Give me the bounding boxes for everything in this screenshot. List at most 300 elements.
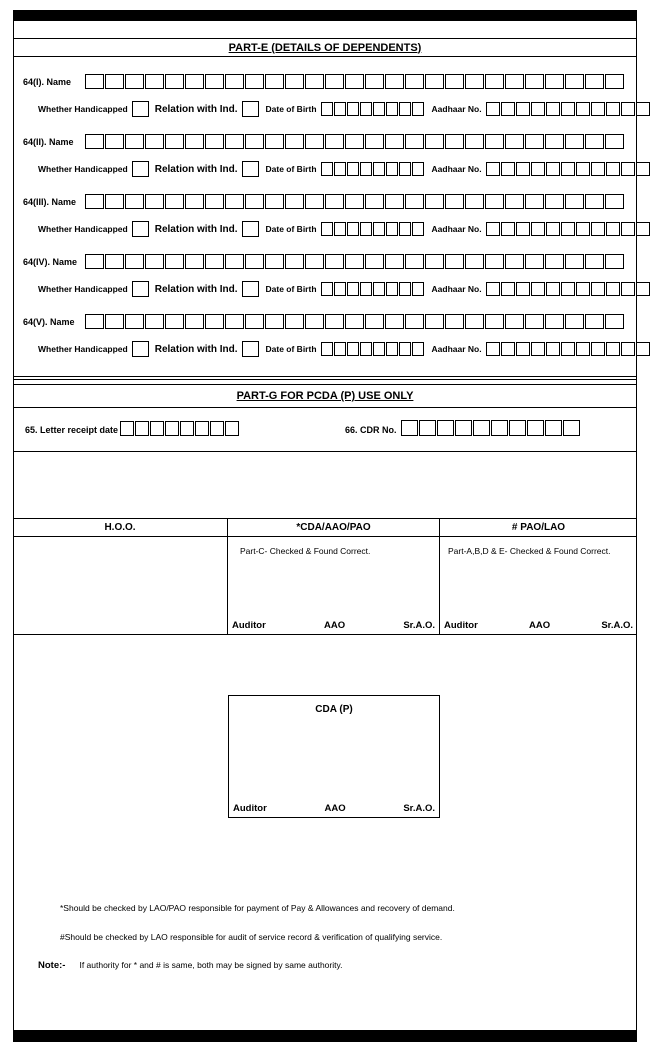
char-cell[interactable] xyxy=(516,282,530,296)
char-cell[interactable] xyxy=(405,194,424,209)
char-cell[interactable] xyxy=(385,194,404,209)
char-cell[interactable] xyxy=(501,102,515,116)
dependent-block-1 xyxy=(13,57,637,117)
char-cell[interactable] xyxy=(546,342,560,356)
hoo-header: H.O.O. xyxy=(13,519,227,537)
char-cell[interactable] xyxy=(621,222,635,236)
char-cell[interactable] xyxy=(347,222,359,236)
char-cell[interactable] xyxy=(425,194,444,209)
char-cell[interactable] xyxy=(585,74,604,89)
aao-label: AAO xyxy=(323,620,346,631)
char-cell[interactable] xyxy=(412,342,424,356)
char-cell[interactable] xyxy=(419,420,436,436)
char-cell[interactable] xyxy=(321,102,333,116)
char-cell[interactable] xyxy=(386,282,398,296)
char-cell[interactable] xyxy=(501,162,515,176)
char-cell[interactable] xyxy=(501,282,515,296)
char-cell[interactable] xyxy=(165,421,179,436)
char-cell[interactable] xyxy=(105,134,124,149)
dob-cells xyxy=(321,102,424,116)
char-cell[interactable] xyxy=(385,254,404,269)
relation-cells xyxy=(242,221,259,237)
char-cell[interactable] xyxy=(525,314,544,329)
handicapped-label: Whether Handicapped xyxy=(38,344,128,354)
dob-label: Date of Birth xyxy=(265,344,317,354)
char-cell[interactable] xyxy=(334,162,346,176)
char-cell[interactable] xyxy=(636,282,650,296)
char-cell[interactable] xyxy=(285,74,304,89)
char-cell[interactable] xyxy=(345,74,364,89)
char-cell[interactable] xyxy=(345,194,364,209)
char-cell[interactable] xyxy=(425,74,444,89)
char-cell[interactable] xyxy=(412,222,424,236)
char-cell[interactable] xyxy=(305,194,324,209)
char-cell[interactable] xyxy=(425,254,444,269)
char-cell[interactable] xyxy=(125,314,144,329)
char-cell[interactable] xyxy=(265,74,284,89)
char-cell[interactable] xyxy=(386,102,398,116)
char-cell[interactable] xyxy=(325,194,344,209)
char-cell[interactable] xyxy=(621,162,635,176)
char-cell[interactable] xyxy=(210,421,224,436)
char-cell[interactable] xyxy=(565,194,584,209)
char-cell[interactable] xyxy=(425,314,444,329)
char-cell[interactable] xyxy=(132,221,149,237)
char-cell[interactable] xyxy=(165,74,184,89)
char-cell[interactable] xyxy=(245,74,264,89)
char-cell[interactable] xyxy=(485,314,504,329)
char-cell[interactable] xyxy=(591,102,605,116)
char-cell[interactable] xyxy=(473,420,490,436)
char-cell[interactable] xyxy=(285,314,304,329)
char-cell[interactable] xyxy=(585,254,604,269)
char-cell[interactable] xyxy=(585,134,604,149)
cda-p-box xyxy=(228,695,440,818)
char-cell[interactable] xyxy=(509,420,526,436)
char-cell[interactable] xyxy=(505,314,524,329)
char-cell[interactable] xyxy=(386,342,398,356)
pao-lao-header: # PAO/LAO xyxy=(440,519,637,537)
char-cell[interactable] xyxy=(125,134,144,149)
char-cell[interactable] xyxy=(399,282,411,296)
char-cell[interactable] xyxy=(185,74,204,89)
char-cell[interactable] xyxy=(531,282,545,296)
char-cell[interactable] xyxy=(561,342,575,356)
char-cell[interactable] xyxy=(373,282,385,296)
char-cell[interactable] xyxy=(516,102,530,116)
char-cell[interactable] xyxy=(606,102,620,116)
relation-cells xyxy=(242,281,259,297)
char-cell[interactable] xyxy=(347,162,359,176)
char-cell[interactable] xyxy=(636,162,650,176)
char-cell[interactable] xyxy=(185,254,204,269)
pao-lao-column xyxy=(440,519,637,634)
char-cell[interactable] xyxy=(445,254,464,269)
char-cell[interactable] xyxy=(465,254,484,269)
char-cell[interactable] xyxy=(132,161,149,177)
char-cell[interactable] xyxy=(561,102,575,116)
char-cell[interactable] xyxy=(565,134,584,149)
char-cell[interactable] xyxy=(135,421,149,436)
char-cell[interactable] xyxy=(285,254,304,269)
char-cell[interactable] xyxy=(195,421,209,436)
char-cell[interactable] xyxy=(405,134,424,149)
char-cell[interactable] xyxy=(525,194,544,209)
char-cell[interactable] xyxy=(225,254,244,269)
char-cell[interactable] xyxy=(563,420,580,436)
char-cell[interactable] xyxy=(205,134,224,149)
cdr-no-cells xyxy=(401,420,580,436)
char-cell[interactable] xyxy=(85,74,104,89)
char-cell[interactable] xyxy=(125,194,144,209)
char-cell[interactable] xyxy=(345,254,364,269)
char-cell[interactable] xyxy=(576,282,590,296)
char-cell[interactable] xyxy=(245,134,264,149)
char-cell[interactable] xyxy=(605,254,624,269)
char-cell[interactable] xyxy=(132,341,149,357)
char-cell[interactable] xyxy=(399,222,411,236)
char-cell[interactable] xyxy=(85,314,104,329)
char-cell[interactable] xyxy=(412,282,424,296)
char-cell[interactable] xyxy=(165,254,184,269)
aadhaar-cells xyxy=(486,282,650,296)
char-cell[interactable] xyxy=(325,314,344,329)
char-cell[interactable] xyxy=(373,102,385,116)
char-cell[interactable] xyxy=(527,420,544,436)
char-cell[interactable] xyxy=(205,74,224,89)
char-cell[interactable] xyxy=(531,162,545,176)
char-cell[interactable] xyxy=(132,281,149,297)
char-cell[interactable] xyxy=(225,421,239,436)
char-cell[interactable] xyxy=(485,254,504,269)
char-cell[interactable] xyxy=(373,222,385,236)
char-cell[interactable] xyxy=(145,314,164,329)
char-cell[interactable] xyxy=(565,314,584,329)
char-cell[interactable] xyxy=(546,282,560,296)
char-cell[interactable] xyxy=(360,342,372,356)
char-cell[interactable] xyxy=(585,314,604,329)
char-cell[interactable] xyxy=(636,342,650,356)
dependent-name-row xyxy=(13,74,637,89)
char-cell[interactable] xyxy=(561,162,575,176)
char-cell[interactable] xyxy=(505,254,524,269)
char-cell[interactable] xyxy=(585,194,604,209)
dependent-name-row xyxy=(13,194,637,209)
char-cell[interactable] xyxy=(485,194,504,209)
char-cell[interactable] xyxy=(125,254,144,269)
dob-cells xyxy=(321,222,424,236)
char-cell[interactable] xyxy=(334,102,346,116)
char-cell[interactable] xyxy=(565,254,584,269)
char-cell[interactable] xyxy=(345,314,364,329)
char-cell[interactable] xyxy=(606,342,620,356)
char-cell[interactable] xyxy=(105,194,124,209)
char-cell[interactable] xyxy=(334,342,346,356)
char-cell[interactable] xyxy=(491,420,508,436)
char-cell[interactable] xyxy=(545,314,564,329)
char-cell[interactable] xyxy=(321,282,333,296)
char-cell[interactable] xyxy=(445,194,464,209)
char-cell[interactable] xyxy=(185,314,204,329)
char-cell[interactable] xyxy=(545,420,562,436)
char-cell[interactable] xyxy=(605,134,624,149)
char-cell[interactable] xyxy=(245,254,264,269)
review-table xyxy=(13,518,637,635)
auditor-label: Auditor xyxy=(232,620,266,631)
char-cell[interactable] xyxy=(545,254,564,269)
char-cell[interactable] xyxy=(516,222,530,236)
auditor-label: Auditor xyxy=(233,803,267,814)
char-cell[interactable] xyxy=(360,102,372,116)
char-cell[interactable] xyxy=(405,254,424,269)
signature-row xyxy=(229,803,439,814)
char-cell[interactable] xyxy=(325,134,344,149)
char-cell[interactable] xyxy=(180,421,194,436)
char-cell[interactable] xyxy=(561,282,575,296)
char-cell[interactable] xyxy=(185,134,204,149)
char-cell[interactable] xyxy=(591,342,605,356)
char-cell[interactable] xyxy=(636,222,650,236)
char-cell[interactable] xyxy=(305,254,324,269)
char-cell[interactable] xyxy=(360,222,372,236)
char-cell[interactable] xyxy=(455,420,472,436)
char-cell[interactable] xyxy=(576,342,590,356)
char-cell[interactable] xyxy=(565,74,584,89)
char-cell[interactable] xyxy=(205,314,224,329)
note-text: If authority for * and # is same, both may be signed by same authority. xyxy=(79,960,343,970)
char-cell[interactable] xyxy=(325,254,344,269)
char-cell[interactable] xyxy=(365,194,384,209)
char-cell[interactable] xyxy=(465,134,484,149)
char-cell[interactable] xyxy=(245,194,264,209)
char-cell[interactable] xyxy=(385,74,404,89)
char-cell[interactable] xyxy=(425,134,444,149)
relation-label: Relation with Ind. xyxy=(154,163,238,175)
char-cell[interactable] xyxy=(505,134,524,149)
char-cell[interactable] xyxy=(399,102,411,116)
dependent-name-label: 64(IV). Name xyxy=(23,256,78,267)
char-cell[interactable] xyxy=(485,134,504,149)
char-cell[interactable] xyxy=(621,102,635,116)
char-cell[interactable] xyxy=(385,314,404,329)
char-cell[interactable] xyxy=(465,314,484,329)
char-cell[interactable] xyxy=(621,282,635,296)
char-cell[interactable] xyxy=(321,342,333,356)
char-cell[interactable] xyxy=(225,314,244,329)
char-cell[interactable] xyxy=(345,134,364,149)
char-cell[interactable] xyxy=(505,194,524,209)
char-cell[interactable] xyxy=(412,162,424,176)
char-cell[interactable] xyxy=(145,134,164,149)
char-cell[interactable] xyxy=(546,222,560,236)
char-cell[interactable] xyxy=(242,101,259,117)
char-cell[interactable] xyxy=(360,282,372,296)
char-cell[interactable] xyxy=(321,222,333,236)
char-cell[interactable] xyxy=(516,342,530,356)
bottom-separator-bar xyxy=(13,1030,637,1042)
char-cell[interactable] xyxy=(636,102,650,116)
name-cells xyxy=(85,134,624,149)
char-cell[interactable] xyxy=(373,162,385,176)
dependent-block-4 xyxy=(13,237,637,297)
char-cell[interactable] xyxy=(145,194,164,209)
char-cell[interactable] xyxy=(145,254,164,269)
char-cell[interactable] xyxy=(531,102,545,116)
char-cell[interactable] xyxy=(605,74,624,89)
char-cell[interactable] xyxy=(605,194,624,209)
char-cell[interactable] xyxy=(105,74,124,89)
sr-ao-label: Sr.A.O. xyxy=(403,803,435,814)
char-cell[interactable] xyxy=(125,74,144,89)
char-cell[interactable] xyxy=(150,421,164,436)
char-cell[interactable] xyxy=(399,162,411,176)
char-cell[interactable] xyxy=(501,222,515,236)
char-cell[interactable] xyxy=(405,74,424,89)
char-cell[interactable] xyxy=(386,222,398,236)
char-cell[interactable] xyxy=(347,282,359,296)
char-cell[interactable] xyxy=(185,194,204,209)
char-cell[interactable] xyxy=(165,134,184,149)
char-cell[interactable] xyxy=(591,162,605,176)
name-cells xyxy=(85,74,624,89)
char-cell[interactable] xyxy=(525,254,544,269)
char-cell[interactable] xyxy=(445,134,464,149)
char-cell[interactable] xyxy=(132,101,149,117)
relation-label: Relation with Ind. xyxy=(154,283,238,295)
char-cell[interactable] xyxy=(525,74,544,89)
char-cell[interactable] xyxy=(525,134,544,149)
char-cell[interactable] xyxy=(546,102,560,116)
char-cell[interactable] xyxy=(501,342,515,356)
char-cell[interactable] xyxy=(576,222,590,236)
char-cell[interactable] xyxy=(606,282,620,296)
char-cell[interactable] xyxy=(360,162,372,176)
char-cell[interactable] xyxy=(105,314,124,329)
char-cell[interactable] xyxy=(225,74,244,89)
char-cell[interactable] xyxy=(545,194,564,209)
name-cells xyxy=(85,194,624,209)
char-cell[interactable] xyxy=(486,162,500,176)
char-cell[interactable] xyxy=(85,194,104,209)
char-cell[interactable] xyxy=(105,254,124,269)
char-cell[interactable] xyxy=(305,74,324,89)
char-cell[interactable] xyxy=(516,162,530,176)
char-cell[interactable] xyxy=(120,421,134,436)
char-cell[interactable] xyxy=(242,221,259,237)
dependent-detail-row xyxy=(13,281,637,297)
char-cell[interactable] xyxy=(485,74,504,89)
footnote-hash: #Should be checked by LAO responsible for audit of service record & verification of qualifying service. xyxy=(60,932,443,942)
name-cells xyxy=(85,254,624,269)
char-cell[interactable] xyxy=(334,282,346,296)
char-cell[interactable] xyxy=(605,314,624,329)
char-cell[interactable] xyxy=(242,341,259,357)
char-cell[interactable] xyxy=(486,342,500,356)
char-cell[interactable] xyxy=(486,282,500,296)
char-cell[interactable] xyxy=(606,222,620,236)
char-cell[interactable] xyxy=(546,162,560,176)
char-cell[interactable] xyxy=(445,74,464,89)
char-cell[interactable] xyxy=(165,314,184,329)
char-cell[interactable] xyxy=(265,134,284,149)
char-cell[interactable] xyxy=(591,222,605,236)
char-cell[interactable] xyxy=(347,102,359,116)
char-cell[interactable] xyxy=(285,194,304,209)
letter-receipt-label: 65. Letter receipt date xyxy=(25,425,119,435)
char-cell[interactable] xyxy=(465,74,484,89)
relation-cells xyxy=(242,161,259,177)
char-cell[interactable] xyxy=(437,420,454,436)
handicapped-cells xyxy=(132,101,149,117)
char-cell[interactable] xyxy=(365,74,384,89)
dependent-name-label: 64(III). Name xyxy=(23,196,77,207)
char-cell[interactable] xyxy=(486,102,500,116)
char-cell[interactable] xyxy=(225,194,244,209)
dependent-name-label: 64(I). Name xyxy=(23,76,72,87)
char-cell[interactable] xyxy=(265,254,284,269)
char-cell[interactable] xyxy=(576,102,590,116)
char-cell[interactable] xyxy=(321,162,333,176)
char-cell[interactable] xyxy=(505,74,524,89)
char-cell[interactable] xyxy=(591,282,605,296)
char-cell[interactable] xyxy=(531,222,545,236)
note-label: Note:- xyxy=(38,960,66,971)
char-cell[interactable] xyxy=(561,222,575,236)
char-cell[interactable] xyxy=(165,194,184,209)
char-cell[interactable] xyxy=(365,134,384,149)
char-cell[interactable] xyxy=(305,134,324,149)
char-cell[interactable] xyxy=(325,74,344,89)
char-cell[interactable] xyxy=(85,134,104,149)
char-cell[interactable] xyxy=(365,314,384,329)
char-cell[interactable] xyxy=(405,314,424,329)
char-cell[interactable] xyxy=(205,254,224,269)
char-cell[interactable] xyxy=(486,222,500,236)
char-cell[interactable] xyxy=(245,314,264,329)
char-cell[interactable] xyxy=(621,342,635,356)
char-cell[interactable] xyxy=(365,254,384,269)
char-cell[interactable] xyxy=(445,314,464,329)
char-cell[interactable] xyxy=(334,222,346,236)
char-cell[interactable] xyxy=(347,342,359,356)
char-cell[interactable] xyxy=(305,314,324,329)
char-cell[interactable] xyxy=(606,162,620,176)
char-cell[interactable] xyxy=(385,134,404,149)
char-cell[interactable] xyxy=(205,194,224,209)
char-cell[interactable] xyxy=(576,162,590,176)
char-cell[interactable] xyxy=(399,342,411,356)
char-cell[interactable] xyxy=(373,342,385,356)
char-cell[interactable] xyxy=(531,342,545,356)
char-cell[interactable] xyxy=(545,134,564,149)
char-cell[interactable] xyxy=(242,281,259,297)
char-cell[interactable] xyxy=(386,162,398,176)
char-cell[interactable] xyxy=(145,74,164,89)
char-cell[interactable] xyxy=(85,254,104,269)
char-cell[interactable] xyxy=(401,420,418,436)
char-cell[interactable] xyxy=(545,74,564,89)
dob-label: Date of Birth xyxy=(265,224,317,234)
char-cell[interactable] xyxy=(242,161,259,177)
char-cell[interactable] xyxy=(265,314,284,329)
char-cell[interactable] xyxy=(285,134,304,149)
char-cell[interactable] xyxy=(225,134,244,149)
aadhaar-label: Aadhaar No. xyxy=(431,284,482,294)
char-cell[interactable] xyxy=(265,194,284,209)
char-cell[interactable] xyxy=(412,102,424,116)
dob-label: Date of Birth xyxy=(265,164,317,174)
char-cell[interactable] xyxy=(465,194,484,209)
